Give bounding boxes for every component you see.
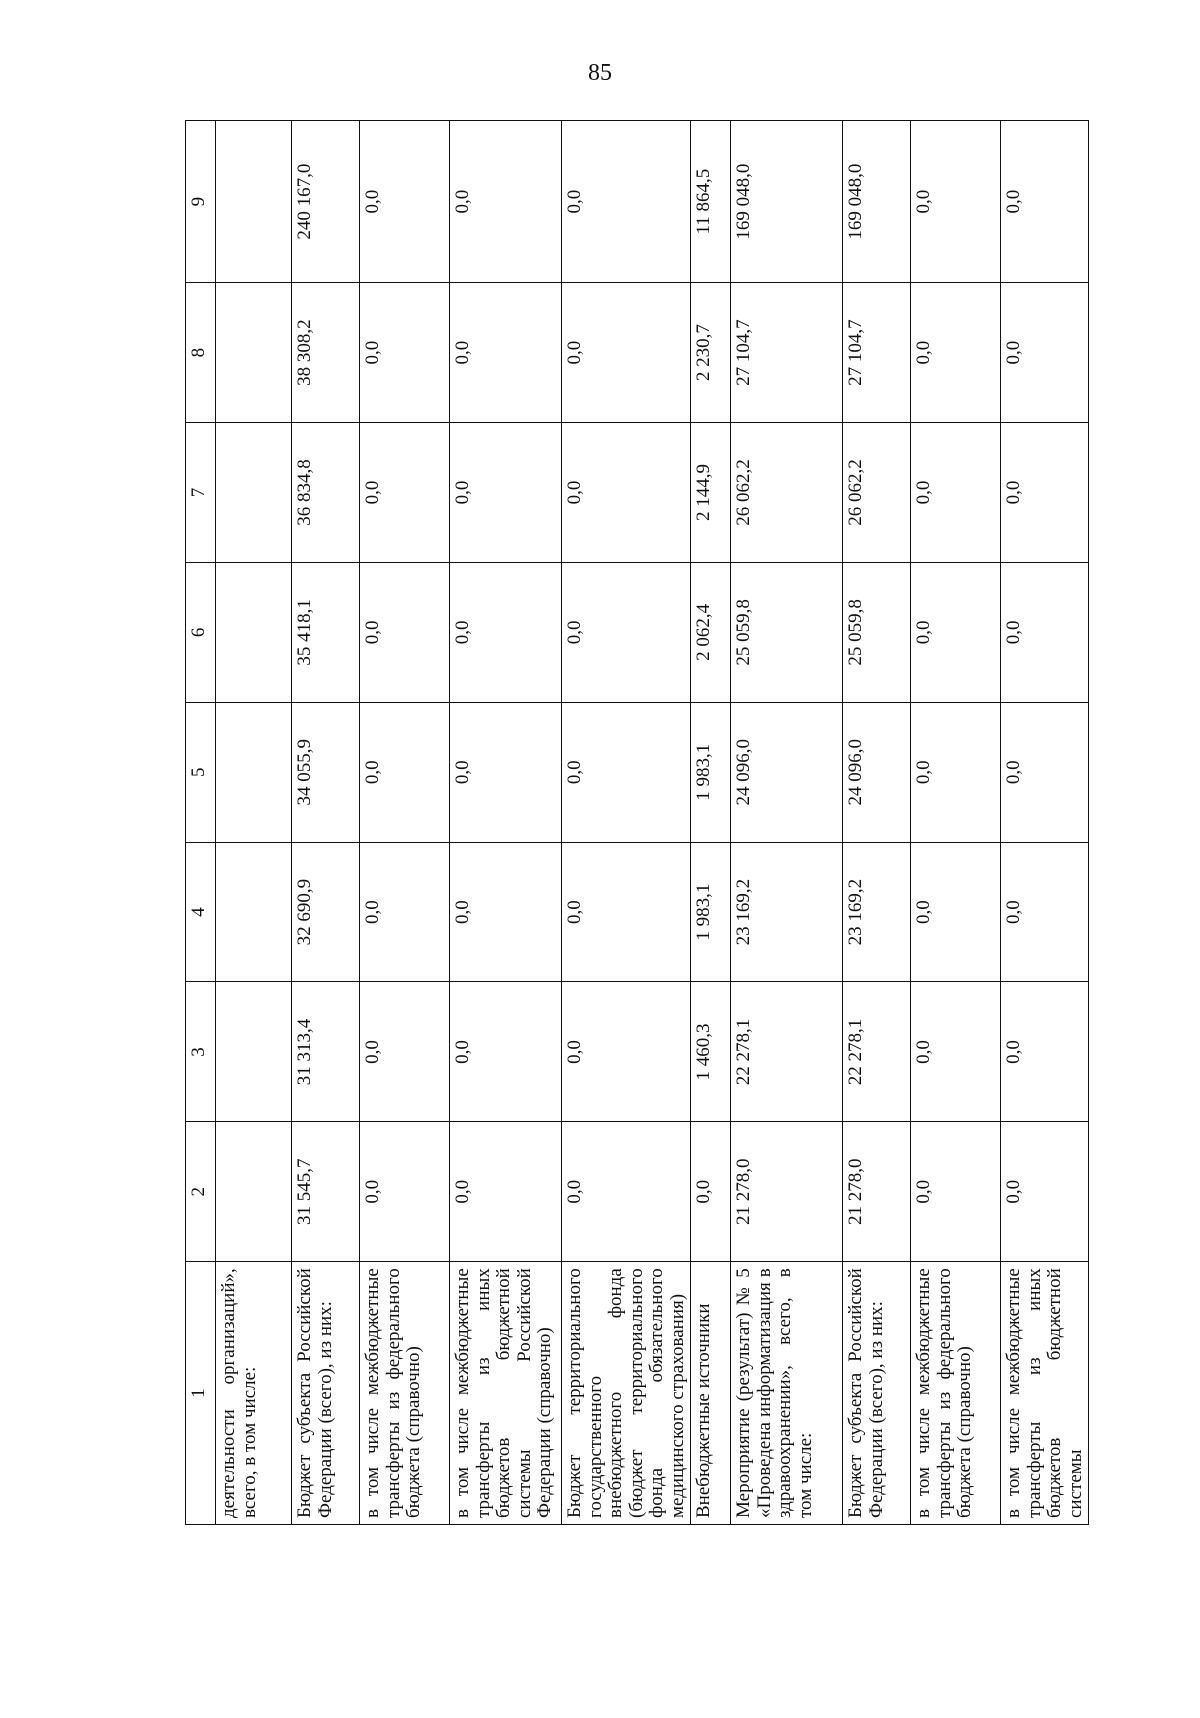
table-cell: 0,0: [1001, 982, 1089, 1122]
table-row: [731, 121, 843, 1525]
table-cell: 0,0: [562, 121, 691, 283]
table-cell: 0,0: [360, 702, 450, 842]
table-cell: 0,0: [360, 121, 450, 283]
table-row: [450, 121, 562, 1525]
table-cell: 0,0: [450, 702, 562, 842]
table-cell: 21 278,0: [843, 1122, 911, 1262]
row-label: в том числе межбюджетные трансферты из иных бюджетов бюджетной системы: [1001, 1262, 1089, 1525]
column-header: 4: [186, 842, 216, 982]
column-header: 9: [186, 121, 216, 283]
table-cell: 27 104,7: [731, 283, 843, 423]
table-cell: 27 104,7: [843, 283, 911, 423]
table-cell: 35 418,1: [292, 562, 360, 702]
page-number: 85: [588, 60, 612, 86]
table-cell: 0,0: [450, 1122, 562, 1262]
row-label: деятельности организаций», всего, в том числе:: [216, 1262, 292, 1525]
table-cell: 0,0: [1001, 121, 1089, 283]
column-header: 7: [186, 423, 216, 563]
table-cell: 0,0: [450, 842, 562, 982]
row-label: в том числе межбюджетные трансферты из федерального бюджета (справочно): [360, 1262, 450, 1525]
table-row: [843, 121, 911, 1525]
table-cell: 0,0: [911, 283, 1001, 423]
table-row: [691, 121, 731, 1525]
table-cell: 0,0: [562, 283, 691, 423]
row-label: Бюджет субъекта Российской Федерации (всего), из них:: [843, 1262, 911, 1525]
table-cell: 11 864,5: [691, 121, 731, 283]
table-cell: 0,0: [450, 283, 562, 423]
table-cell: 0,0: [450, 121, 562, 283]
table-cell: 0,0: [911, 121, 1001, 283]
table-cell: 0,0: [360, 423, 450, 563]
table-cell: 0,0: [360, 562, 450, 702]
table-cell: 31 313,4: [292, 982, 360, 1122]
table-cell: 1 983,1: [691, 702, 731, 842]
table-cell: 0,0: [562, 702, 691, 842]
table-cell: 0,0: [562, 1122, 691, 1262]
column-header: 1: [186, 1262, 216, 1525]
table-row: [360, 121, 450, 1525]
table-row: [292, 121, 360, 1525]
table-cell: 1 460,3: [691, 982, 731, 1122]
table-cell: [216, 982, 292, 1122]
table-cell: 0,0: [1001, 423, 1089, 563]
row-label: в том числе межбюджетные трансферты из федерального бюджета (справочно): [911, 1262, 1001, 1525]
table-cell: 2 144,9: [691, 423, 731, 563]
table-cell: 0,0: [1001, 1122, 1089, 1262]
table-cell: 23 169,2: [843, 842, 911, 982]
table-cell: [216, 702, 292, 842]
column-header: 6: [186, 562, 216, 702]
table-row: [216, 121, 292, 1525]
table-cell: 25 059,8: [843, 562, 911, 702]
table-cell: 38 308,2: [292, 283, 360, 423]
table-cell: 24 096,0: [843, 702, 911, 842]
table-cell: 0,0: [911, 423, 1001, 563]
table-cell: 23 169,2: [731, 842, 843, 982]
row-label: Бюджет территориального государственного внебюджетного фонда (бюджет территориального фонда обязательного медицинского страхования): [562, 1262, 691, 1525]
table-cell: 22 278,1: [731, 982, 843, 1122]
table-cell: 36 834,8: [292, 423, 360, 563]
table-cell: [216, 121, 292, 283]
table-cell: [216, 423, 292, 563]
table-row: [1001, 121, 1089, 1525]
table-cell: 34 055,9: [292, 702, 360, 842]
table-cell: 0,0: [562, 562, 691, 702]
header-row: [186, 121, 216, 1525]
table-cell: [216, 842, 292, 982]
column-header: 5: [186, 702, 216, 842]
table-cell: 0,0: [911, 562, 1001, 702]
table-cell: 2 230,7: [691, 283, 731, 423]
table-cell: 0,0: [1001, 702, 1089, 842]
row-label: Мероприятие (результат) № 5 «Проведена информатизация в здравоохранении», всего, в том числе:: [731, 1262, 843, 1525]
table-cell: 0,0: [911, 842, 1001, 982]
table-cell: 32 690,9: [292, 842, 360, 982]
table-cell: 0,0: [360, 982, 450, 1122]
table-cell: 0,0: [691, 1122, 731, 1262]
table-cell: 0,0: [562, 423, 691, 563]
table-cell: 0,0: [360, 1122, 450, 1262]
table-cell: 25 059,8: [731, 562, 843, 702]
table-cell: 0,0: [360, 283, 450, 423]
table-cell: 21 278,0: [731, 1122, 843, 1262]
table-cell: 0,0: [1001, 283, 1089, 423]
table-body: [186, 121, 1089, 1525]
table-row: [911, 121, 1001, 1525]
rotated-table-wrapper: [185, 120, 1085, 1525]
table-cell: [216, 1122, 292, 1262]
table-cell: 26 062,2: [843, 423, 911, 563]
column-header: 8: [186, 283, 216, 423]
table-cell: 240 167,0: [292, 121, 360, 283]
table-cell: 0,0: [562, 982, 691, 1122]
table-cell: 2 062,4: [691, 562, 731, 702]
table-cell: 0,0: [562, 842, 691, 982]
table-cell: 0,0: [911, 982, 1001, 1122]
table-cell: 0,0: [911, 702, 1001, 842]
column-header: 2: [186, 1122, 216, 1262]
table-cell: 0,0: [1001, 842, 1089, 982]
table-cell: [216, 562, 292, 702]
table-cell: 0,0: [360, 842, 450, 982]
table-cell: 0,0: [450, 982, 562, 1122]
table-cell: 169 048,0: [731, 121, 843, 283]
table-cell: 0,0: [450, 562, 562, 702]
column-header: 3: [186, 982, 216, 1122]
table-cell: 24 096,0: [731, 702, 843, 842]
budget-table: [185, 120, 1089, 1525]
row-label: Внебюджетные источники: [691, 1262, 731, 1525]
table-cell: 0,0: [1001, 562, 1089, 702]
row-label: в том числе межбюджетные трансферты из иных бюджетов бюджетной системы Российской Федерации (справочно): [450, 1262, 562, 1525]
table-cell: 31 545,7: [292, 1122, 360, 1262]
table-row: [562, 121, 691, 1525]
table-cell: [216, 283, 292, 423]
row-label: Бюджет субъекта Российской Федерации (всего), из них:: [292, 1262, 360, 1525]
table-cell: 22 278,1: [843, 982, 911, 1122]
table-cell: 1 983,1: [691, 842, 731, 982]
table-cell: 26 062,2: [731, 423, 843, 563]
table-cell: 169 048,0: [843, 121, 911, 283]
table-cell: 0,0: [450, 423, 562, 563]
table-cell: 0,0: [911, 1122, 1001, 1262]
